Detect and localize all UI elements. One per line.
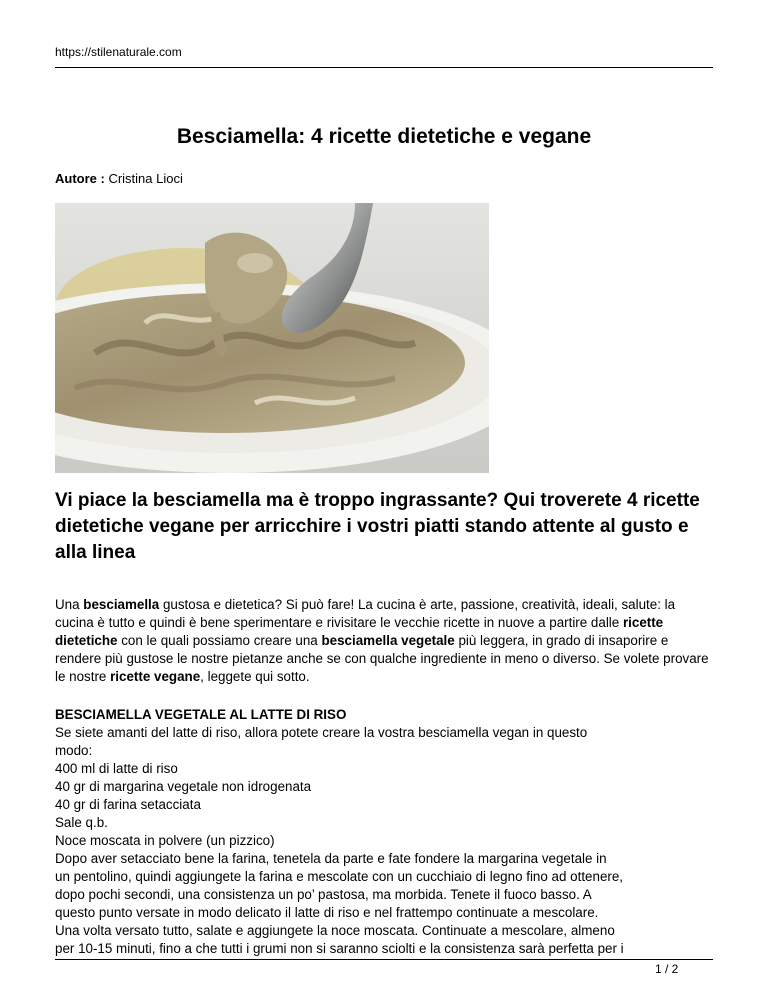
section-intro-line: modo: xyxy=(55,743,93,758)
author-line xyxy=(55,171,183,187)
site-url[interactable]: https://stilenaturale.com xyxy=(55,45,182,59)
intro-bold-3: besciamella vegetale xyxy=(321,633,455,648)
section-heading: BESCIAMELLA VEGETALE AL LATTE DI RISO xyxy=(55,707,347,722)
article-subtitle: Vi piace la besciamella ma è troppo ingrassante? Qui troverete 4 ricette dietetiche vegane per arricchire i vostri piatti stando attente al gusto e alla linea xyxy=(55,490,700,563)
method-line: un pentolino, quindi aggiungete la farina e mescolate con un cucchiaio di legno fino ad ottenere, xyxy=(55,869,624,884)
method-line: dopo pochi secondi, una consistenza un po’ pastosa, ma morbida. Tenete il fuoco basso. A xyxy=(55,887,592,902)
page-number: 1 / 2 xyxy=(655,962,679,976)
header-divider xyxy=(55,67,713,68)
method-line: Dopo aver setacciato bene la farina, tenetela da parte e fate fondere la margarina vegetale in xyxy=(55,851,607,866)
intro-text-3: con le quali possiamo creare una xyxy=(117,633,322,648)
intro-paragraph xyxy=(55,596,717,686)
ingredient-item: 400 ml di latte di riso xyxy=(55,761,178,776)
method-line: Una volta versato tutto, salate e aggiungete la noce moscata. Continuate a mescolare, almeno xyxy=(55,923,615,938)
recipe-section xyxy=(55,706,717,958)
author-label: Autore : xyxy=(55,171,105,186)
intro-text-4: più leggera, in grado di insaporire e rendere più gustose le nostre pietanze anche se con qualche ingrediente in meno o diverso. Se volete provare le nostre xyxy=(55,633,709,684)
ingredient-item: 40 gr di farina setacciata xyxy=(55,797,201,812)
ingredient-item: Sale q.b. xyxy=(55,815,108,830)
method-line: questo punto versate in modo delicato il latte di riso e nel frattempo continuate a mescolare. xyxy=(55,905,599,920)
intro-bold-2: ricette dietetiche xyxy=(55,615,664,648)
intro-bold-4: ricette vegane xyxy=(110,669,201,684)
ingredient-item: Noce moscata in polvere (un pizzico) xyxy=(55,833,275,848)
intro-text-2: gustosa e dietetica? Si può fare! La cucina è arte, passione, creatività, ideali, salute: la cucina è tutto e quindi è bene sperimentare e rivisitare le vecchie ricette in nuove a partire dalle xyxy=(55,597,676,630)
intro-text-1: Una xyxy=(55,597,84,612)
section-intro-line: Se siete amanti del latte di riso, allora potete creare la vostra besciamella vegan in questo xyxy=(55,725,588,740)
bechamel-dish-photo-icon xyxy=(55,203,489,473)
author-name: Cristina Lioci xyxy=(104,171,183,186)
hero-image xyxy=(55,203,489,473)
ingredient-item: 40 gr di margarina vegetale non idrogenata xyxy=(55,779,312,794)
intro-text-5: , leggete qui sotto. xyxy=(200,669,310,684)
method-line: per 10-15 minuti, fino a che tutti i grumi non si saranno sciolti e la consistenza sarà perfetta per i xyxy=(55,941,624,956)
intro-bold-1: besciamella xyxy=(83,597,160,612)
article-title: Besciamella: 4 ricette dietetiche e vegane xyxy=(176,125,592,148)
footer-divider xyxy=(55,959,713,960)
